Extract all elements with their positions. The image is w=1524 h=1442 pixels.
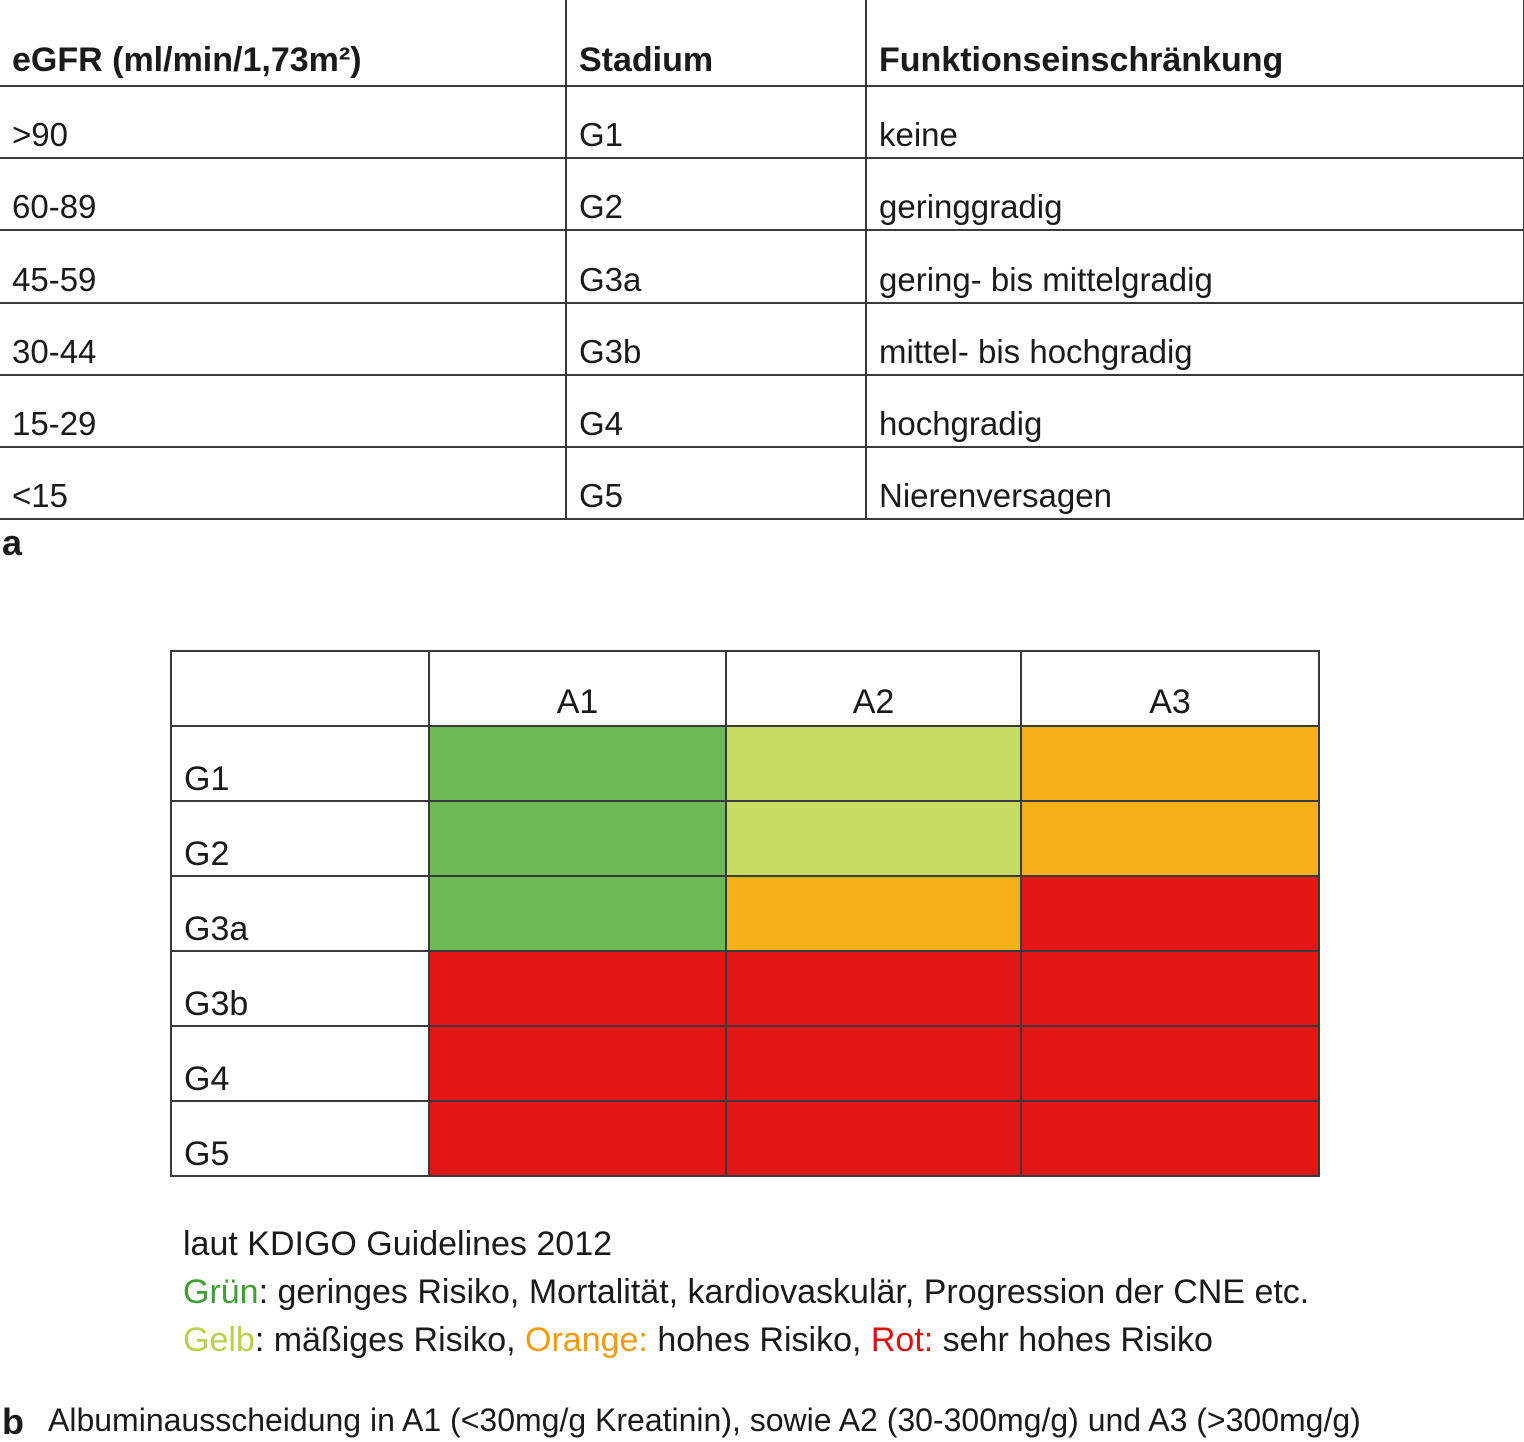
table-row [0,303,1524,375]
risk-cell [429,951,726,1026]
risk-cell [429,801,726,876]
risk-cell [1021,1101,1319,1176]
table-row [0,158,1524,230]
row-header-g2: G2 [171,801,429,876]
legend-label-green: Grün [183,1273,259,1311]
risk-cell [429,1026,726,1101]
impairment-value: Nierenversagen [866,447,1524,519]
legend-text-red: sehr hohes Risiko [933,1321,1213,1359]
header-stadium: Stadium [566,0,866,86]
risk-cell [1021,951,1319,1026]
egfr-value: 45-59 [0,230,566,302]
stage-value: G3a [566,230,866,302]
grid-row [171,726,1319,801]
grid-row [171,951,1319,1026]
impairment-value: hochgradig [866,375,1524,447]
risk-cell [726,801,1021,876]
impairment-value: keine [866,86,1524,158]
stage-value: G3b [566,303,866,375]
impairment-value: gering- bis mittelgradig [866,230,1524,302]
egfr-value: 30-44 [0,303,566,375]
risk-cell [429,876,726,951]
row-header-g4: G4 [171,1026,429,1101]
risk-cell [1021,801,1319,876]
egfr-stage-table [0,0,1524,520]
table-row [0,375,1524,447]
column-header-a3: A3 [1021,651,1319,726]
column-header-a2: A2 [726,651,1021,726]
impairment-value: mittel- bis hochgradig [866,303,1524,375]
stage-value: G4 [566,375,866,447]
stage-value: G2 [566,158,866,230]
panel-label-a: a [2,522,23,563]
risk-cell [726,1026,1021,1101]
grid-row [171,801,1319,876]
grid-row [171,1026,1319,1101]
panel-b-caption: Albuminausscheidung in A1 (<30mg/g Kreatinin), sowie A2 (30-300mg/g) und A3 (>300mg/g) [48,1402,1361,1438]
panel-label-b: b [2,1401,24,1442]
risk-cell [726,1101,1021,1176]
risk-cell [726,726,1021,801]
grid-corner-cell [171,651,429,726]
table-row [0,86,1524,158]
legend-label-yellow: Gelb [183,1321,255,1359]
egfr-value: 60-89 [0,158,566,230]
grid-row [171,1101,1319,1176]
grid-row [171,876,1319,951]
legend-line-risk [183,1316,1309,1364]
row-header-g3a: G3a [171,876,429,951]
impairment-value: geringgradig [866,158,1524,230]
stage-value: G5 [566,447,866,519]
header-funktionseinschraenkung: Funktionseinschränkung [866,0,1524,86]
risk-cell [429,726,726,801]
risk-cell [726,876,1021,951]
egfr-value: <15 [0,447,566,519]
legend-text-green: : geringes Risiko, Mortalität, kardiovaskulär, Progression der CNE etc. [258,1273,1310,1311]
row-header-g5: G5 [171,1101,429,1176]
legend-label-red: Rot: [870,1321,934,1359]
legend-line-green [183,1268,1309,1316]
risk-heatmap-grid [170,650,1320,1177]
risk-cell [1021,1026,1319,1101]
grid-header-row [171,651,1319,726]
table-row [0,447,1524,519]
egfr-value: >90 [0,86,566,158]
header-egfr: eGFR (ml/min/1,73m²) [0,0,566,86]
row-header-g1: G1 [171,726,429,801]
risk-legend [183,1220,1309,1364]
stage-value: G1 [566,86,866,158]
legend-text-orange: hohes Risiko, [647,1321,871,1359]
risk-cell [726,951,1021,1026]
row-header-g3b: G3b [171,951,429,1026]
risk-cell [1021,726,1319,801]
table-header-row [0,0,1524,86]
column-header-a1: A1 [429,651,726,726]
risk-cell [1021,876,1319,951]
legend-source: laut KDIGO Guidelines 2012 [183,1225,613,1263]
risk-cell [429,1101,726,1176]
egfr-value: 15-29 [0,375,566,447]
table-row [0,230,1524,302]
legend-label-orange: Orange: [525,1321,648,1359]
legend-text-yellow: : mäßiges Risiko, [254,1321,526,1359]
